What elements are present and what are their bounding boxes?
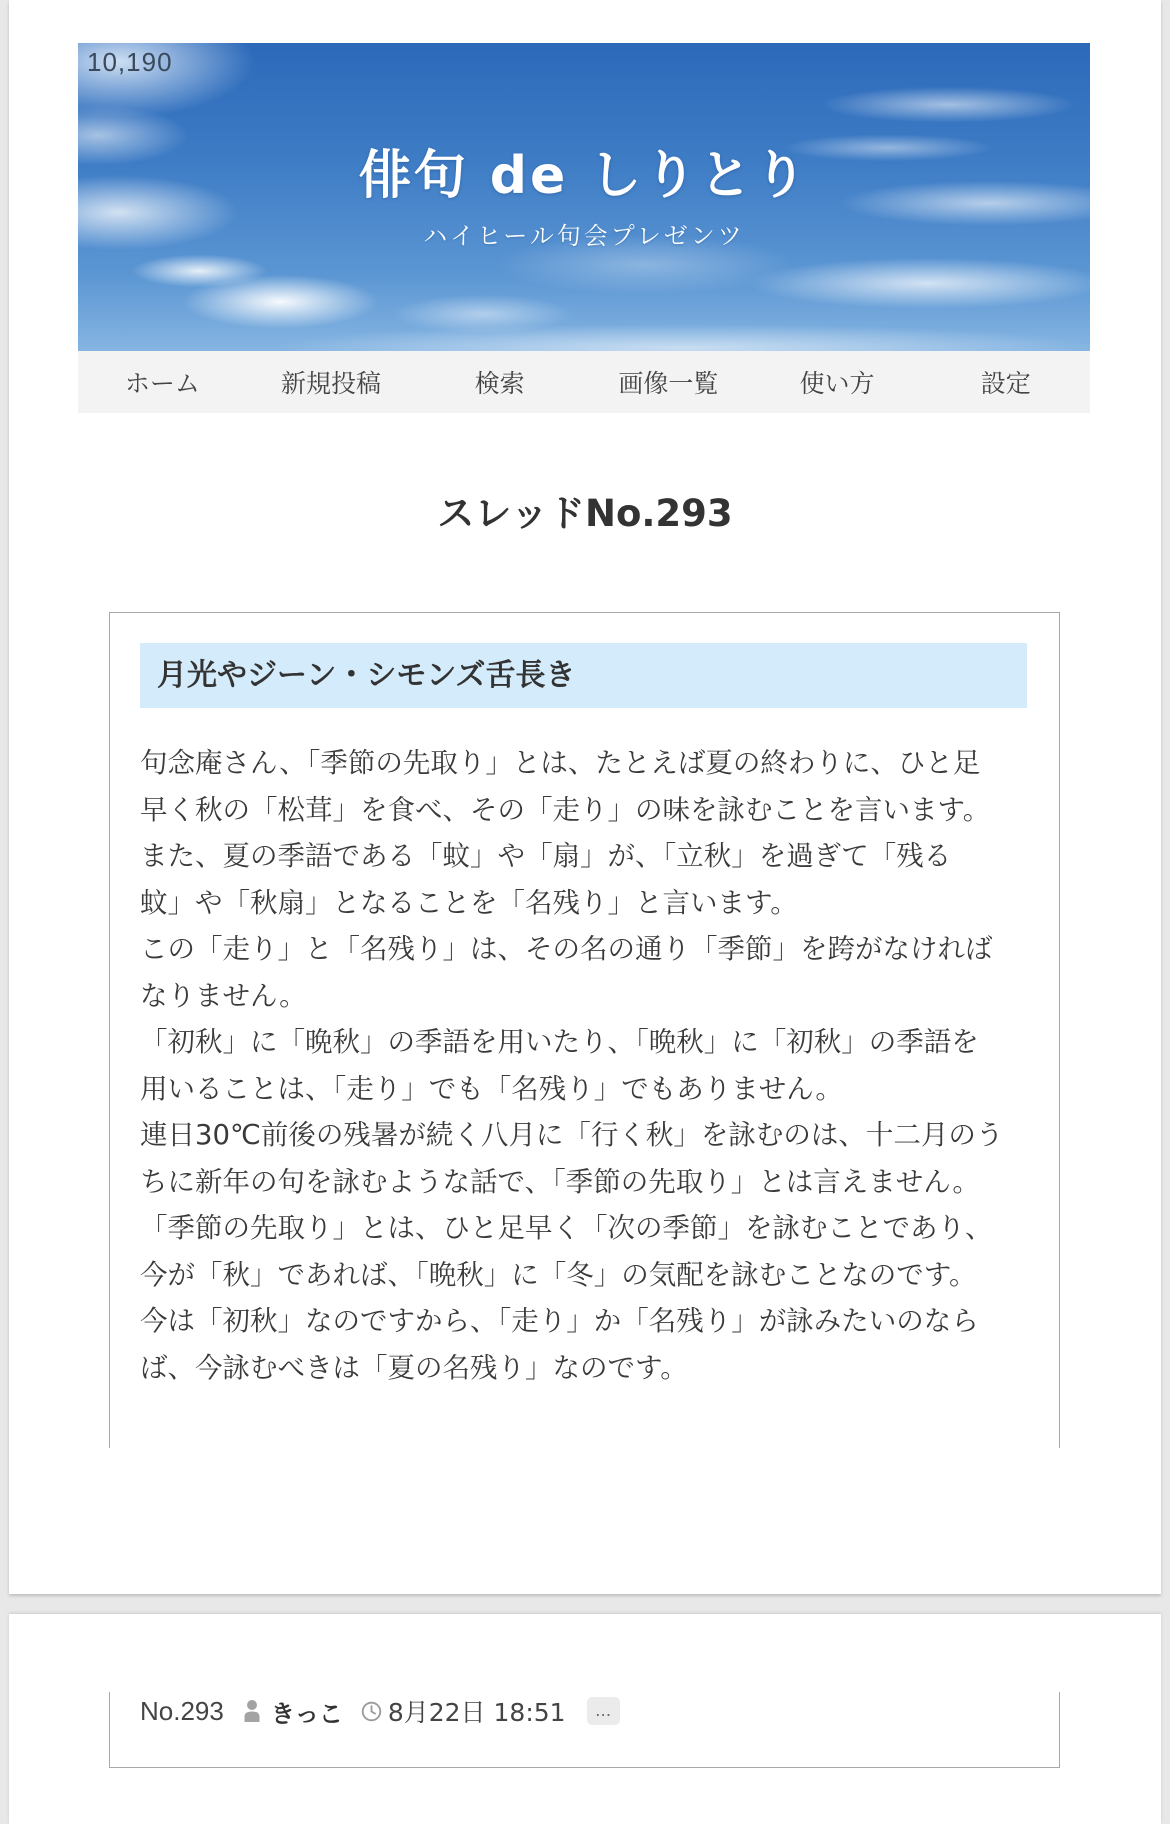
page-title: スレッドNo.293 <box>437 492 733 535</box>
post-date: 8月22日 18:51 <box>387 1698 566 1727</box>
post-body-line: 蚊」や「秋扇」となることを「名残り」と言います。 <box>140 886 798 919</box>
clock-icon <box>361 1701 382 1722</box>
post-body-line: この「走り」と「名残り」は、その名の通り「季節」を跨がなければ <box>140 933 993 965</box>
post-body-line: 用いることは、「走り」でも「名残り」でもありません。 <box>140 1072 843 1105</box>
post-body-line: ば、今詠むべきは「夏の名残り」なのです。 <box>140 1351 688 1384</box>
nav-item-how-to[interactable]: 使い方 <box>799 369 875 398</box>
nav-item-home[interactable]: ホーム <box>124 369 200 398</box>
post-heading: 月光やジーン・シモンズ舌長き <box>140 643 1027 708</box>
thread-card <box>9 0 1161 1594</box>
site-header-banner <box>78 43 1090 351</box>
nav-item-new-post[interactable]: 新規投稿 <box>281 369 382 398</box>
site-subtitle: ハイヒール句会プレゼンツ <box>423 222 745 250</box>
post-meta-card <box>9 1614 1161 1824</box>
nav-item-search[interactable]: 検索 <box>474 369 525 398</box>
post-body-line: 今は「初秋」なのですから、「走り」か「名残り」が詠みたいのなら <box>140 1305 979 1337</box>
post-body-line: ちに新年の句を詠むような話で、「季節の先取り」とは言えません。 <box>140 1165 980 1198</box>
nav-item-image-list[interactable]: 画像一覧 <box>618 369 719 398</box>
main-nav <box>78 351 1090 413</box>
post-body-line: なりません。 <box>140 979 307 1012</box>
site-title: 俳句 de しりとり <box>358 146 810 206</box>
visitor-counter: 10,190 <box>87 47 173 77</box>
post-author: きっこ <box>270 1699 343 1728</box>
post-box <box>109 612 1060 1448</box>
post-body-line: また、夏の季語である「蚊」や「扇」が、「立秋」を過ぎて「残る <box>140 840 952 872</box>
nav-item-settings[interactable]: 設定 <box>980 369 1031 398</box>
post-body-line: 句念庵さん、「季節の先取り」とは、たとえば夏の終わりに、ひと足 <box>140 747 981 779</box>
post-body-line: 「初秋」に「晩秋」の季語を用いたり、「晩秋」に「初秋」の季語を <box>140 1026 979 1058</box>
post-body-line: 今が「秋」であれば、「晩秋」に「冬」の気配を詠むことなのです。 <box>140 1258 977 1291</box>
post-number: No.293 <box>140 1695 224 1726</box>
post-meta-box <box>109 1692 1060 1768</box>
person-icon <box>243 1699 261 1723</box>
post-body-line: 連日30℃前後の残暑が続く八月に「行く秋」を詠むのは、十二月のう <box>140 1119 1004 1151</box>
post-body-line: 「季節の先取り」とは、ひと足早く「次の季節」を詠むことであり、 <box>140 1212 993 1244</box>
post-body-line: 早く秋の「松茸」を食べ、その「走り」の味を詠むことを言います。 <box>140 793 991 826</box>
post-body <box>140 740 1003 1391</box>
post-meta-row <box>140 1694 620 1728</box>
more-options-button[interactable]: … <box>587 1697 620 1725</box>
